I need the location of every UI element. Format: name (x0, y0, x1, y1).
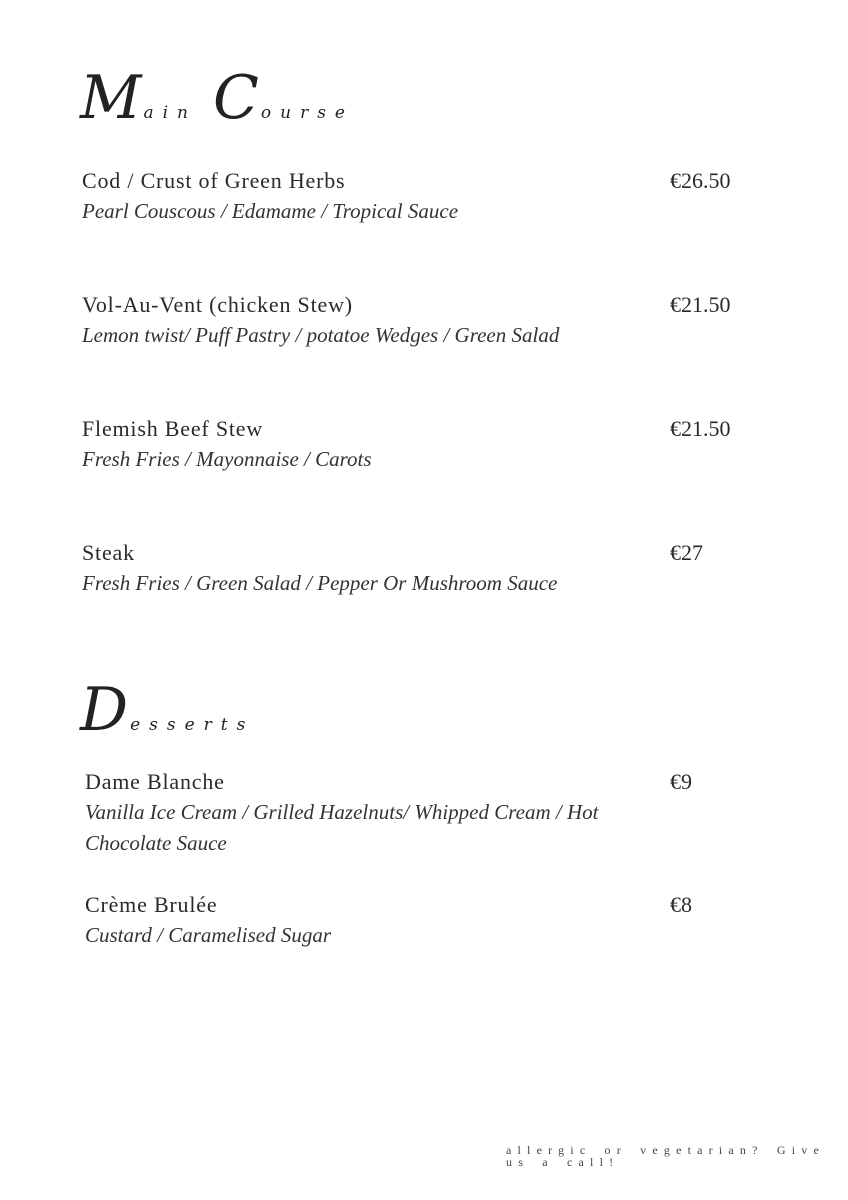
menu-item (85, 889, 785, 951)
menu-item (82, 413, 782, 475)
main-course-heading-initial: M (80, 63, 144, 133)
dish-price: €27 (670, 540, 703, 565)
main-course-heading-word-2: ourse (260, 103, 354, 123)
dessert-name: Crème Brulée (85, 892, 218, 917)
dish-name: Cod / Crust of Green Herbs (82, 168, 346, 193)
menu-item (82, 289, 782, 351)
dish-name: Vol-Au-Vent (chicken Stew) (82, 292, 353, 317)
dish-price: €21.50 (670, 292, 731, 317)
dessert-price: €9 (670, 769, 692, 794)
dessert-name: Dame Blanche (85, 769, 225, 794)
menu-item (82, 537, 782, 599)
desserts-heading-initial: D (80, 675, 131, 745)
allergy-note: allergic or vegetarian? Give us a call! (506, 1143, 825, 1169)
desserts-heading (80, 675, 255, 745)
main-course-heading-word-1: ain (143, 103, 197, 123)
dish-name: Flemish Beef Stew (82, 416, 264, 441)
desserts-heading-word: esserts (130, 715, 255, 735)
dish-description: Fresh Fries / Mayonnaise / Carots (82, 447, 372, 471)
main-course-heading-initial-2: C (212, 63, 261, 133)
dish-description: Lemon twist/ Puff Pastry / potatoe Wedges / Green Salad (82, 323, 560, 347)
menu-item (82, 165, 782, 227)
main-course-heading (80, 63, 354, 133)
dessert-description: Custard / Caramelised Sugar (85, 923, 331, 947)
dish-price: €26.50 (670, 168, 731, 193)
dish-price: €21.50 (670, 416, 731, 441)
dish-description: Fresh Fries / Green Salad / Pepper Or Mushroom Sauce (82, 571, 558, 595)
dish-name: Steak (82, 540, 135, 565)
dish-description: Pearl Couscous / Edamame / Tropical Sauce (82, 199, 459, 223)
menu-item (85, 766, 785, 859)
dessert-description: Vanilla Ice Cream / Grilled Hazelnuts/ Whipped Cream / Hot Chocolate Sauce (85, 800, 599, 855)
dessert-price: €8 (670, 892, 692, 917)
